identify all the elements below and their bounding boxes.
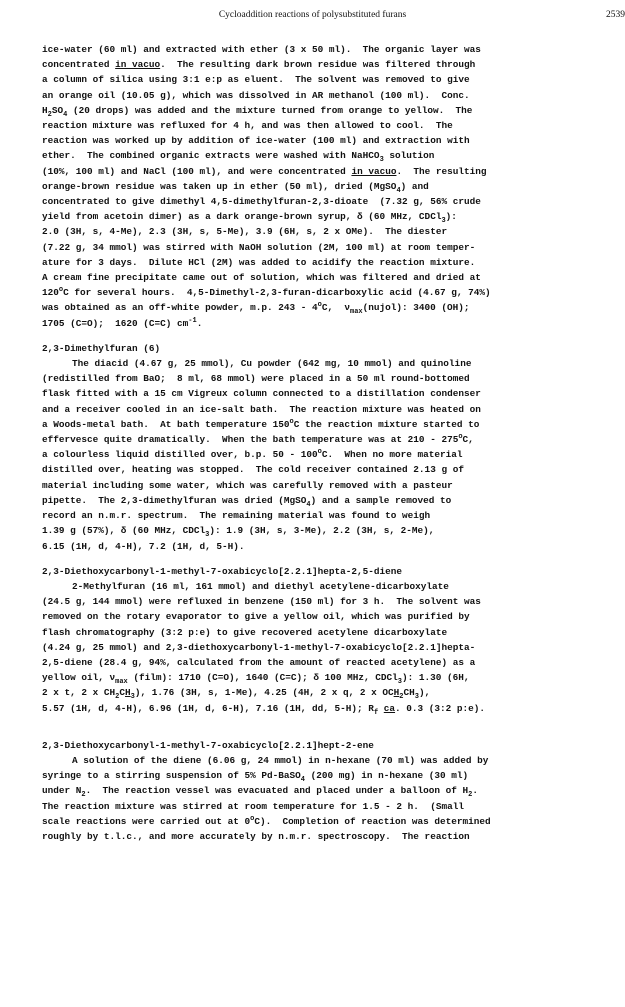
text-line: ether. The combined organic extracts were washed with NaHCO$_3$ solution — [42, 150, 435, 165]
text-line: reaction mixture was refluxed for 4 h, and was then allowed to cool. The — [42, 120, 453, 132]
section-heading: 2,3-Dimethylfuran (6) — [42, 342, 161, 354]
text-line: The diacid (4.67 g, 25 mmol), Cu powder (642 mg, 10 mmol) and quinoline — [72, 358, 472, 370]
text-line: record an n.m.r. spectrum. The remaining material was found to weigh — [42, 510, 431, 522]
text-line: yellow oil, $\nu_{max}$ (film): 1710 (C=O), 1640 (C=C); δ 100 MHz, CDCl$_3$): 1.30 (6H, — [42, 672, 470, 686]
text-line: 1705 (C=O); 1620 (C=C) $cm^{-1}$. — [42, 316, 203, 329]
text-line: a colourless liquid distilled over, b.p. 50 - 100$^o$C. When no more material — [42, 448, 463, 461]
text-line: flask fitted with a 15 cm Vigreux column connected to a distillation condenser — [42, 388, 481, 400]
text-line: yield from acetoin dimer) as a dark orange-brown syrup, δ (60 MHz, CDCl$_3$): — [42, 211, 457, 226]
section-heading: 2,3-Diethoxycarbonyl-1-methyl-7-oxabicyclo[2.2.1]hepta-2,5-diene — [42, 565, 403, 577]
text-line: distilled over, heating was stopped. The cold receiver contained 2.13 g of — [42, 464, 464, 476]
text-line: (24.5 g, 144 mmol) were refluxed in benzene (150 ml) for 3 h. The solvent was — [42, 596, 481, 608]
text-line: 6.15 (1H, d, 4-H), 7.2 (1H, d, 5-H). — [42, 540, 245, 552]
text-line: 2,5-diene (28.4 g, 94%, calculated from the amount of reacted acetylene) as a — [42, 656, 476, 668]
text-line: an orange oil (10.05 g), which was dissolved in AR methanol (100 ml). Conc. — [42, 89, 470, 101]
text-line: flash chromatography (3:2 p:e) to give recovered acetylene dicarboxylate — [42, 626, 448, 638]
text-line: $H_2SO_4$ (20 drops) was added and the mixture turned from orange to yellow. The — [42, 104, 473, 119]
text-line: (redistilled from BaO; 8 ml, 68 mmol) were placed in a 50 ml round-bottomed — [42, 373, 470, 385]
text-line: (10%, 100 ml) and NaCl (100 ml), and were concentrated in vacuo. The resulting — [42, 165, 487, 177]
text-line: (4.24 g, 25 mmol) and 2,3-diethoxycarbonyl-1-methyl-7-oxabicyclo[2.2.1]hepta- — [42, 641, 476, 653]
text-line: material including some water, which was carefully removed with a pasteur — [42, 479, 453, 491]
text-line: 120$^o$C for several hours. 4,5-Dimethyl-2,3-furan-dicarboxylic acid (4.67 g, 74%) — [42, 286, 491, 299]
text-line: 2.0 (3H, s, 4-Me), 2.3 (3H, s, 5-Me), 3.9 (6H, s, 2 x OMe). The diester — [42, 226, 448, 238]
section-heading: 2,3-Diethoxycarbonyl-1-methyl-7-oxabicyclo[2.2.1]hept-2-ene — [42, 739, 374, 751]
text-line: 5.57 (1H, d, 4-H), 6.96 (1H, d, 6-H), 7.16 (1H, dd, 5-H); $R_f$ ca. 0.3 (3:2 p:e). — [42, 702, 486, 717]
text-line: ature for 3 days. Dilute HCl (2M) was added to acidify the reaction mixture. — [42, 256, 476, 268]
text-line: effervesce quite dramatically. When the bath temperature was at 210 - 275$^o$C, — [42, 432, 474, 446]
text-line: orange-brown residue was taken up in ether (50 ml), dried (MgSO$_4$) and — [42, 180, 429, 195]
text-line: 2 x t, 2 x $CH_2CH_3$), 1.76 (3H, s, 1-Me), 4.25 (4H, 2 x q, 2 x $OCH_2CH_3$), — [42, 687, 431, 702]
body-text — [42, 42, 597, 844]
page-number: 2539 — [606, 10, 625, 20]
text-line: pipette. The 2,3-dimethylfuran was dried (MgSO$_4$) and a sample removed to — [42, 494, 452, 509]
text-line: (7.22 g, 34 mmol) was stirred with NaOH solution (2M, 100 ml) at room temper- — [42, 241, 476, 253]
text-line: A solution of the diene (6.06 g, 24 mmol) in n-hexane (70 ml) was added by — [72, 754, 489, 766]
text-line: scale reactions were carried out at 0$^o$C). Completion of reaction was determined — [42, 814, 491, 827]
text-line: concentrated to give dimethyl 4,5-dimethylfuran-2,3-dioate (7.32 g, 56% crude — [42, 196, 481, 208]
running-header — [40, 10, 625, 20]
text-line: a Woods-metal bath. At bath temperature 150$^o$C the reaction mixture started to — [42, 417, 480, 430]
text-line: 1.39 g (57%), δ (60 MHz, CDCl$_3$): 1.9 (3H, s, 3-Me), 2.2 (3H, s, 2-Me), — [42, 525, 435, 540]
text-line: was obtained as an off-white powder, m.p. 243 - 4$^o$C, $\nu_{max}(nujol)$: 3400 (OH); — [42, 301, 470, 317]
text-line: and a receiver cooled in an ice-salt bath. The reaction mixture was heated on — [42, 403, 481, 415]
text-line: concentrated in vacuo. The resulting dark brown residue was filtered through — [42, 59, 476, 71]
text-line: removed on the rotary evaporator to give a yellow oil, which was purified by — [42, 611, 470, 623]
text-line: syringe to a stirring suspension of 5% Pd-BaSO$_4$ (200 mg) in n-hexane (30 ml) — [42, 770, 469, 785]
text-line: The reaction mixture was stirred at room temperature for 1.5 - 2 h. (Small — [42, 800, 464, 812]
running-title: Cycloaddition reactions of polysubstituted furans — [218, 10, 407, 20]
text-line: A cream fine precipitate came out of solution, which was filtered and dried at — [42, 272, 481, 284]
text-line: 2-Methylfuran (16 ml, 161 mmol) and diethyl acetylene-dicarboxylate — [72, 580, 449, 592]
text-line: a column of silica using 3:1 e:p as eluent. The solvent was removed to give — [42, 74, 470, 86]
text-line: roughly by t.l.c., and more accurately by n.m.r. spectroscopy. The reaction — [42, 830, 470, 842]
text-line: reaction was worked up by addition of ice-water (100 ml) and extraction with — [42, 135, 470, 147]
text-line: under $N_2$. The reaction vessel was evacuated and placed under a balloon of $H_2$. — [42, 785, 478, 800]
text-line: ice-water (60 ml) and extracted with ether (3 x 50 ml). The organic layer was — [42, 44, 481, 55]
